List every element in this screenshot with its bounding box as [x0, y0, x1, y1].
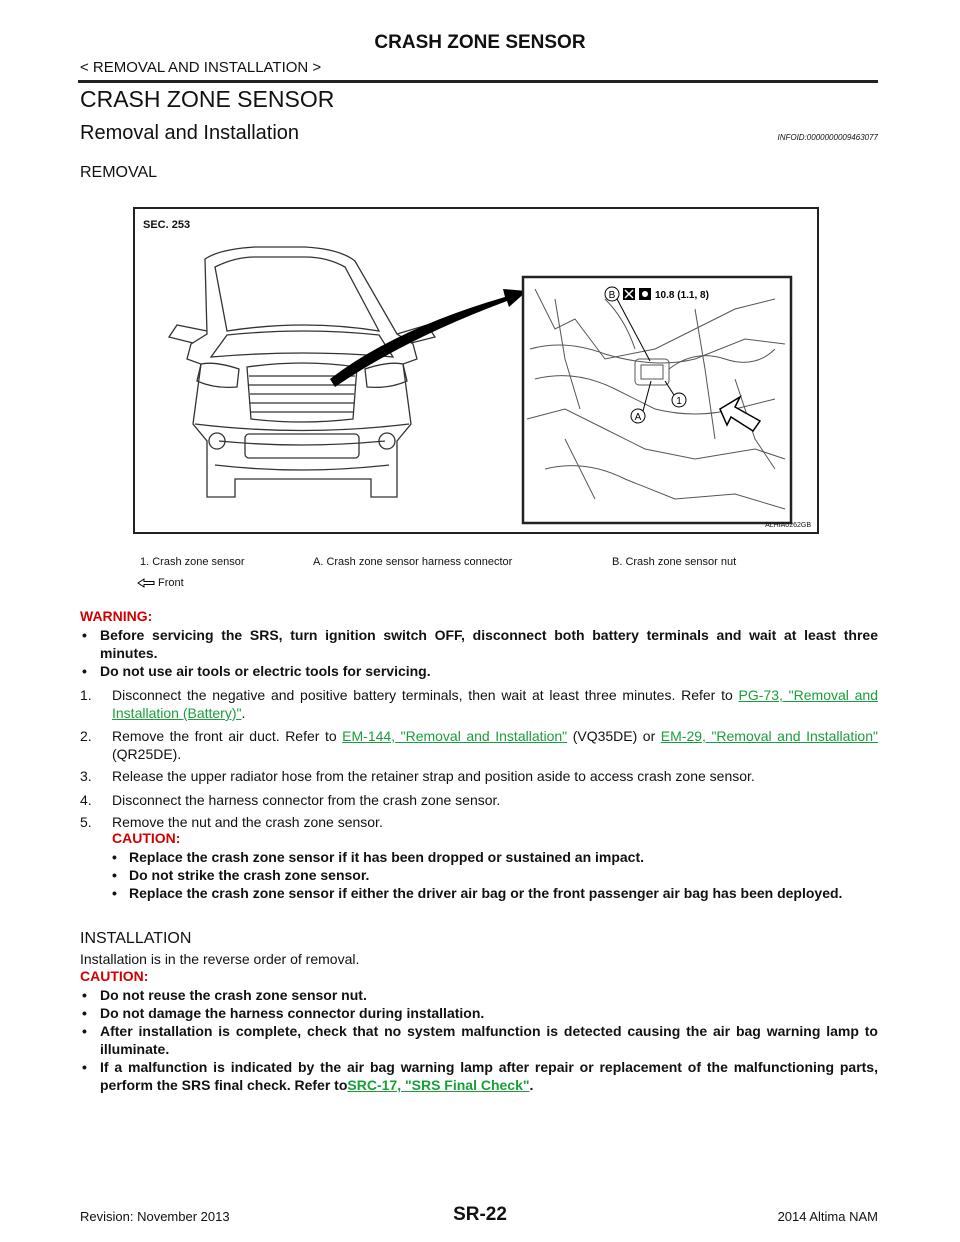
step-3-text: Release the upper radiator hose from the retainer strap and position aside to access crash zone sensor.	[112, 768, 755, 784]
step-3-number: 3.	[80, 768, 92, 784]
step-1-link[interactable]: PG-73, "Removal and Installation (Battery)"	[112, 687, 878, 721]
running-header-subtitle: < REMOVAL AND INSTALLATION >	[80, 59, 322, 76]
step-2	[80, 727, 878, 763]
step-2-link-vq35de[interactable]: EM-144, "Removal and Installation"	[342, 728, 568, 744]
step-2-text: Remove the front air duct. Refer to	[112, 728, 343, 744]
step-3	[80, 767, 878, 785]
header-divider	[78, 80, 878, 83]
warning-label: WARNING:	[80, 608, 153, 624]
step-4-text: Disconnect the harness connector from the crash zone sensor.	[112, 792, 501, 808]
srs-final-check-link[interactable]: SRC-17, "SRS Final Check"	[347, 1077, 530, 1093]
step-5-text: Remove the nut and the crash zone sensor.	[112, 814, 383, 830]
callout-1: 1	[676, 396, 682, 407]
figure-section-label: SEC. 253	[143, 219, 191, 231]
legend-item-b: B. Crash zone sensor nut	[612, 556, 737, 568]
running-header-title: CRASH ZONE SENSOR	[374, 32, 586, 53]
warning-item-2: • Do not use air tools or electric tools for servicing.	[80, 662, 878, 680]
figure-code: ALHIA0262GB	[765, 522, 811, 529]
step-2-link-qr25de[interactable]: EM-29, "Removal and Installation"	[660, 728, 878, 744]
torque-spec: 10.8 (1.1, 8)	[655, 290, 709, 301]
footer-page-number: SR-22	[453, 1204, 507, 1225]
crash-zone-sensor-figure	[133, 207, 819, 534]
footer-revision: Revision: November 2013	[80, 1209, 230, 1224]
removal-caution-item-1: • Replace the crash zone sensor if it has been dropped or sustained an impact.	[112, 848, 878, 866]
step-2-number: 2.	[80, 728, 92, 744]
callout-b: B	[608, 290, 616, 301]
installation-caution-label: CAUTION:	[80, 968, 149, 984]
removal-heading: REMOVAL	[80, 164, 158, 181]
step-1-number: 1.	[80, 687, 92, 703]
callout-a: A	[634, 412, 642, 423]
removal-caution-label: CAUTION:	[112, 830, 181, 846]
installation-caution-item-4-text: If a malfunction is indicated by the air bag warning lamp after repair or replacement of the malfunctioning parts, perform the SRS final check. Refer to	[100, 1059, 878, 1093]
page-title: CRASH ZONE SENSOR	[80, 86, 335, 112]
installation-caution-item-2: • Do not damage the harness connector during installation.	[80, 1004, 878, 1022]
installation-heading: INSTALLATION	[80, 930, 192, 947]
info-id: INFOID:0000000009463077	[777, 133, 878, 142]
step-5	[80, 813, 878, 831]
section-title: Removal and Installation	[80, 122, 300, 144]
front-label: Front	[158, 577, 184, 589]
front-legend	[137, 577, 184, 589]
removal-caution-item-2: • Do not strike the crash zone sensor.	[112, 866, 878, 884]
step-2-end: (QR25DE).	[112, 746, 182, 762]
step-4	[80, 791, 878, 809]
installation-caution-item-3: • After installation is complete, check that no system malfunction is detected causing the air bag warning lamp to illuminate.	[80, 1022, 878, 1058]
front-arrow-icon	[137, 578, 155, 588]
step-2-mid: (VQ35DE) or	[567, 728, 661, 744]
removal-caution-item-3: • Replace the crash zone sensor if either the driver air bag or the front passenger air bag has been deployed.	[112, 884, 878, 902]
step-4-number: 4.	[80, 792, 92, 808]
vehicle-illustration	[135, 209, 817, 532]
warning-item-1: • Before servicing the SRS, turn ignition switch OFF, disconnect both battery terminals and wait at least three minutes.	[80, 626, 878, 662]
installation-caution-item-1: • Do not reuse the crash zone sensor nut.	[80, 986, 878, 1004]
installation-caution-item-4	[80, 1058, 878, 1094]
footer-model: 2014 Altima NAM	[777, 1209, 878, 1224]
installation-caution-item-4-end: .	[529, 1077, 534, 1093]
legend-item-1: 1. Crash zone sensor	[140, 556, 245, 568]
step-1-text: Disconnect the negative and positive battery terminals, then wait at least three minutes. Refer to	[112, 687, 739, 703]
step-1-end: .	[241, 705, 246, 721]
step-1	[80, 686, 878, 722]
legend-item-a: A. Crash zone sensor harness connector	[313, 556, 513, 568]
step-5-number: 5.	[80, 814, 92, 830]
installation-text: Installation is in the reverse order of removal.	[80, 951, 360, 967]
